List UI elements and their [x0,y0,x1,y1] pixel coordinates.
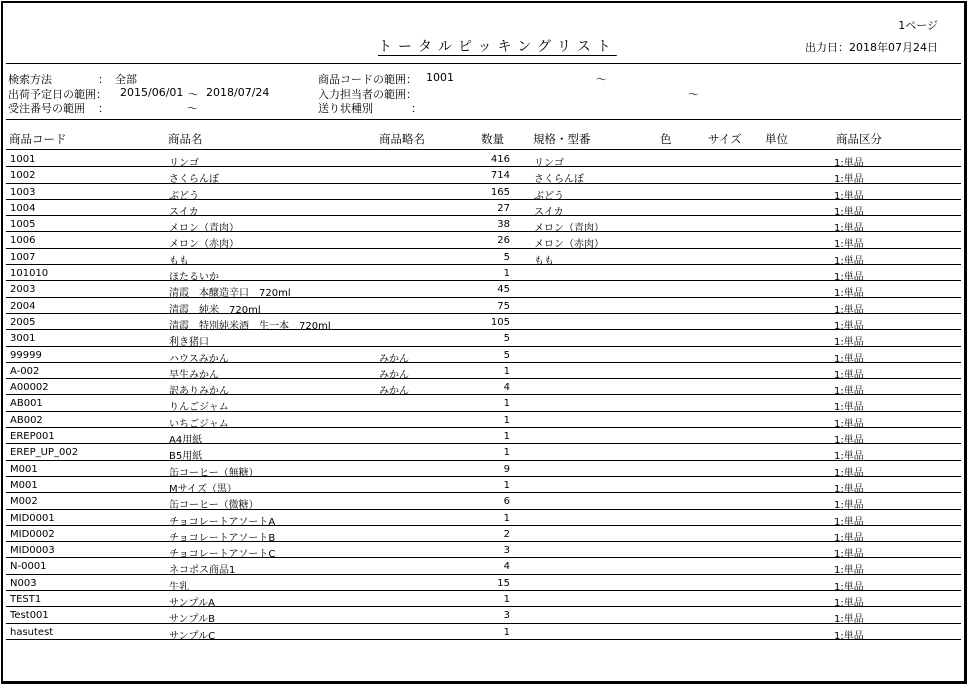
cell-product-code: 1005 [10,219,36,231]
cell-product-code: 1001 [10,154,36,165]
slip-type-sep: ： [411,102,422,115]
cell-product-code: 3001 [10,333,36,345]
cell-product-division: 1:単品 [834,451,864,463]
cell-product-code: MID0002 [10,528,55,540]
table-row [6,412,961,428]
cell-product-name: 缶コーヒー（無糖） [169,467,259,479]
search-method-label: 検索方法 [8,73,52,86]
cell-product-division: 1:単品 [834,174,864,186]
cell-spec-model: さくらんぼ [534,174,584,186]
cell-product-abbr: みかん [379,353,409,365]
cell-quantity: 2 [503,528,510,540]
report-page [1,1,967,684]
column-header-division: 商品区分 [836,132,882,146]
cell-product-division: 1:単品 [834,598,864,610]
cell-product-code: TEST1 [10,594,42,606]
cell-quantity: 105 [490,316,510,328]
cell-quantity: 1 [503,512,510,524]
cell-product-division: 1:単品 [834,337,864,349]
cell-spec-model: もも [534,255,554,267]
cell-product-name: B5用紙 [169,451,203,463]
cell-product-name: 清霞 特別純米酒 生一本 720ml [169,320,331,332]
cell-product-division: 1:単品 [834,532,864,544]
cell-product-code: MID0001 [10,512,55,524]
cell-product-code: 1006 [10,235,36,247]
cell-spec-model: リンゴ [534,158,564,169]
table-row [6,542,961,561]
product-code-label: 商品コードの範囲： [318,73,417,86]
cell-product-code: M002 [10,496,38,508]
criteria-divider [6,119,961,120]
cell-product-name: メロン（青肉） [169,223,239,235]
cell-product-code: EREP001 [10,431,55,443]
cell-quantity: 38 [497,219,510,231]
cell-product-code: 2003 [10,284,36,296]
table-row [6,477,961,493]
report-title: トータルピッキングリスト [378,39,617,55]
cell-product-division: 1:単品 [834,630,864,642]
cell-product-code: hasutest [10,626,54,638]
cell-product-division: 1:単品 [834,190,864,202]
cell-quantity: 5 [503,251,510,263]
table-row [6,330,961,349]
cell-product-division: 1:単品 [834,288,864,300]
column-header-abbr: 商品略名 [379,132,425,146]
cell-quantity: 5 [503,349,510,361]
table-row [6,298,961,314]
cell-product-code: 1003 [10,186,36,198]
cell-quantity: 1 [503,626,510,638]
cell-product-name: A4用紙 [169,435,203,447]
cell-product-name: 訳ありみかん [169,386,229,398]
cell-spec-model: スイカ [534,206,564,218]
input-staff-label: 入力担当者の範囲： [318,88,417,101]
table-row [6,167,961,186]
cell-quantity: 1 [503,594,510,606]
cell-quantity: 1 [503,414,510,426]
cell-product-code: M001 [10,479,38,491]
table-row [6,607,961,626]
cell-product-name: チョコレートアソートC [169,549,276,561]
cell-product-name: 清霞 純米 720ml [169,304,261,316]
cell-product-division: 1:単品 [834,386,864,398]
column-header-spec: 規格・型番 [533,132,591,146]
table-row [6,347,961,363]
cell-product-abbr: みかん [379,369,409,381]
cell-product-division: 1:単品 [834,320,864,332]
cell-product-division: 1:単品 [834,483,864,495]
cell-product-division: 1:単品 [834,549,864,561]
ship-date-to: 2018/07/24 [206,86,270,99]
table-row [6,265,961,284]
cell-product-division: 1:単品 [834,565,864,577]
cell-product-name: チョコレートアソートA [169,516,276,528]
cell-quantity: 1 [503,431,510,443]
cell-product-name: もも [169,255,189,267]
cell-product-code: M001 [10,463,38,475]
order-no-label: 受注番号の範囲 [8,102,85,115]
ship-date-label: 出荷予定日の範囲： [8,88,107,101]
table-row [6,575,961,591]
column-header-size: サイズ [708,132,742,146]
cell-product-name: 缶コーヒー（微糖） [169,500,259,512]
cell-product-code: MID0003 [10,545,55,557]
cell-product-name: チョコレートアソートB [169,532,276,544]
table-row [6,624,961,640]
cell-quantity: 3 [503,610,510,622]
slip-type-label: 送り状種別 [318,102,373,115]
cell-product-division: 1:単品 [834,272,864,284]
cell-product-division: 1:単品 [834,614,864,626]
cell-product-code: 2005 [10,316,36,328]
cell-quantity: 1 [503,447,510,459]
ship-date-tilde: ～ [188,88,199,101]
cell-product-code: 101010 [10,268,49,280]
cell-product-name: サンプルC [169,630,216,642]
cell-quantity: 416 [490,154,510,165]
page-number: 1ページ [898,19,938,32]
table-row [6,428,961,447]
column-header-unit: 単位 [765,132,788,146]
cell-product-code: Test001 [10,610,49,622]
cell-quantity: 1 [503,479,510,491]
table-row [6,281,961,300]
cell-product-division: 1:単品 [834,255,864,267]
table-row [6,591,961,610]
input-staff-tilde: ～ [688,88,699,101]
cell-product-division: 1:単品 [834,206,864,218]
cell-product-code: 99999 [10,349,42,361]
cell-product-division: 1:単品 [834,581,864,593]
search-method-value: 全部 [115,73,137,86]
cell-quantity: 15 [497,577,510,589]
cell-quantity: 4 [503,561,510,573]
cell-product-division: 1:単品 [834,239,864,251]
table-row [6,249,961,265]
cell-product-division: 1:単品 [834,223,864,235]
table-header-divider [6,149,961,150]
cell-product-name: 早生みかん [169,369,219,381]
product-code-tilde: ～ [596,73,607,86]
cell-product-name: ネコポス商品1 [169,565,236,577]
cell-quantity: 1 [503,398,510,410]
order-no-tilde: ～ [187,102,198,115]
cell-quantity: 165 [490,186,510,198]
product-code-from: 1001 [426,71,454,84]
cell-product-name: スイカ [169,206,199,218]
cell-product-code: 1004 [10,202,36,214]
column-header-qty: 数量 [481,132,504,146]
cell-product-code: A00002 [10,382,49,394]
cell-product-name: 牛乳 [169,581,189,593]
table-row [6,493,961,512]
cell-product-name: 清霞 本醸造辛口 720ml [169,288,291,300]
cell-quantity: 1 [503,365,510,377]
cell-product-code: N-0001 [10,561,47,573]
picking-table-body [6,151,961,640]
cell-product-name: ほたるいか [169,272,219,284]
table-row [6,184,961,200]
cell-quantity: 3 [503,545,510,557]
table-row [6,510,961,526]
table-row [6,232,961,251]
table-row [6,216,961,235]
cell-spec-model: メロン（青肉） [534,223,604,235]
table-row [6,558,961,577]
cell-product-code: AB002 [10,414,43,426]
column-header-color: 色 [660,132,672,146]
cell-product-code: A-002 [10,365,40,377]
cell-quantity: 75 [497,300,510,312]
cell-quantity: 45 [497,284,510,296]
cell-product-code: N003 [10,577,37,589]
cell-quantity: 9 [503,463,510,475]
cell-product-division: 1:単品 [834,304,864,316]
ship-date-from: 2015/06/01 [120,86,184,99]
column-header-name: 商品名 [168,132,203,146]
output-date: 出力日：2018年07月24日 [805,41,938,54]
table-row [6,444,961,463]
table-row [6,200,961,216]
cell-product-division: 1:単品 [834,369,864,381]
cell-quantity: 1 [503,268,510,280]
cell-product-name: りんごジャム [169,402,229,414]
cell-spec-model: ぶどう [534,190,564,202]
search-method-sep: ： [98,73,109,86]
cell-product-name: 利き猪口 [169,337,209,349]
table-row [6,395,961,414]
cell-product-name: ぶどう [169,190,199,202]
cell-quantity: 714 [490,170,510,182]
cell-product-code: AB001 [10,398,43,410]
cell-quantity: 26 [497,235,510,247]
cell-product-division: 1:単品 [834,158,864,169]
cell-product-code: EREP_UP_002 [10,447,79,459]
cell-product-name: Mサイズ（黒） [169,483,237,495]
table-row [6,363,961,379]
cell-product-code: 1007 [10,251,36,263]
cell-product-abbr: みかん [379,386,409,398]
cell-product-name: いちごジャム [169,418,229,430]
cell-product-division: 1:単品 [834,467,864,479]
table-row [6,314,961,330]
cell-product-name: ハウスみかん [169,353,229,365]
cell-quantity: 6 [503,496,510,508]
cell-product-code: 1002 [10,170,36,182]
cell-product-division: 1:単品 [834,516,864,528]
cell-product-code: 2004 [10,300,36,312]
order-no-sep: ： [98,102,109,115]
cell-quantity: 4 [503,382,510,394]
cell-spec-model: メロン（赤肉） [534,239,604,251]
cell-quantity: 27 [497,202,510,214]
table-row [6,151,961,167]
column-header-code: 商品コード [9,132,67,146]
cell-product-division: 1:単品 [834,418,864,430]
cell-product-division: 1:単品 [834,353,864,365]
cell-quantity: 5 [503,333,510,345]
cell-product-name: リンゴ [169,158,199,169]
table-row [6,526,961,542]
cell-product-division: 1:単品 [834,500,864,512]
table-row [6,461,961,477]
cell-product-name: さくらんぼ [169,174,219,186]
cell-product-division: 1:単品 [834,402,864,414]
table-row [6,379,961,398]
header-divider [6,63,961,64]
cell-product-division: 1:単品 [834,435,864,447]
cell-product-name: サンプルA [169,598,215,610]
cell-product-name: サンプルB [169,614,215,626]
cell-product-name: メロン（赤肉） [169,239,239,251]
